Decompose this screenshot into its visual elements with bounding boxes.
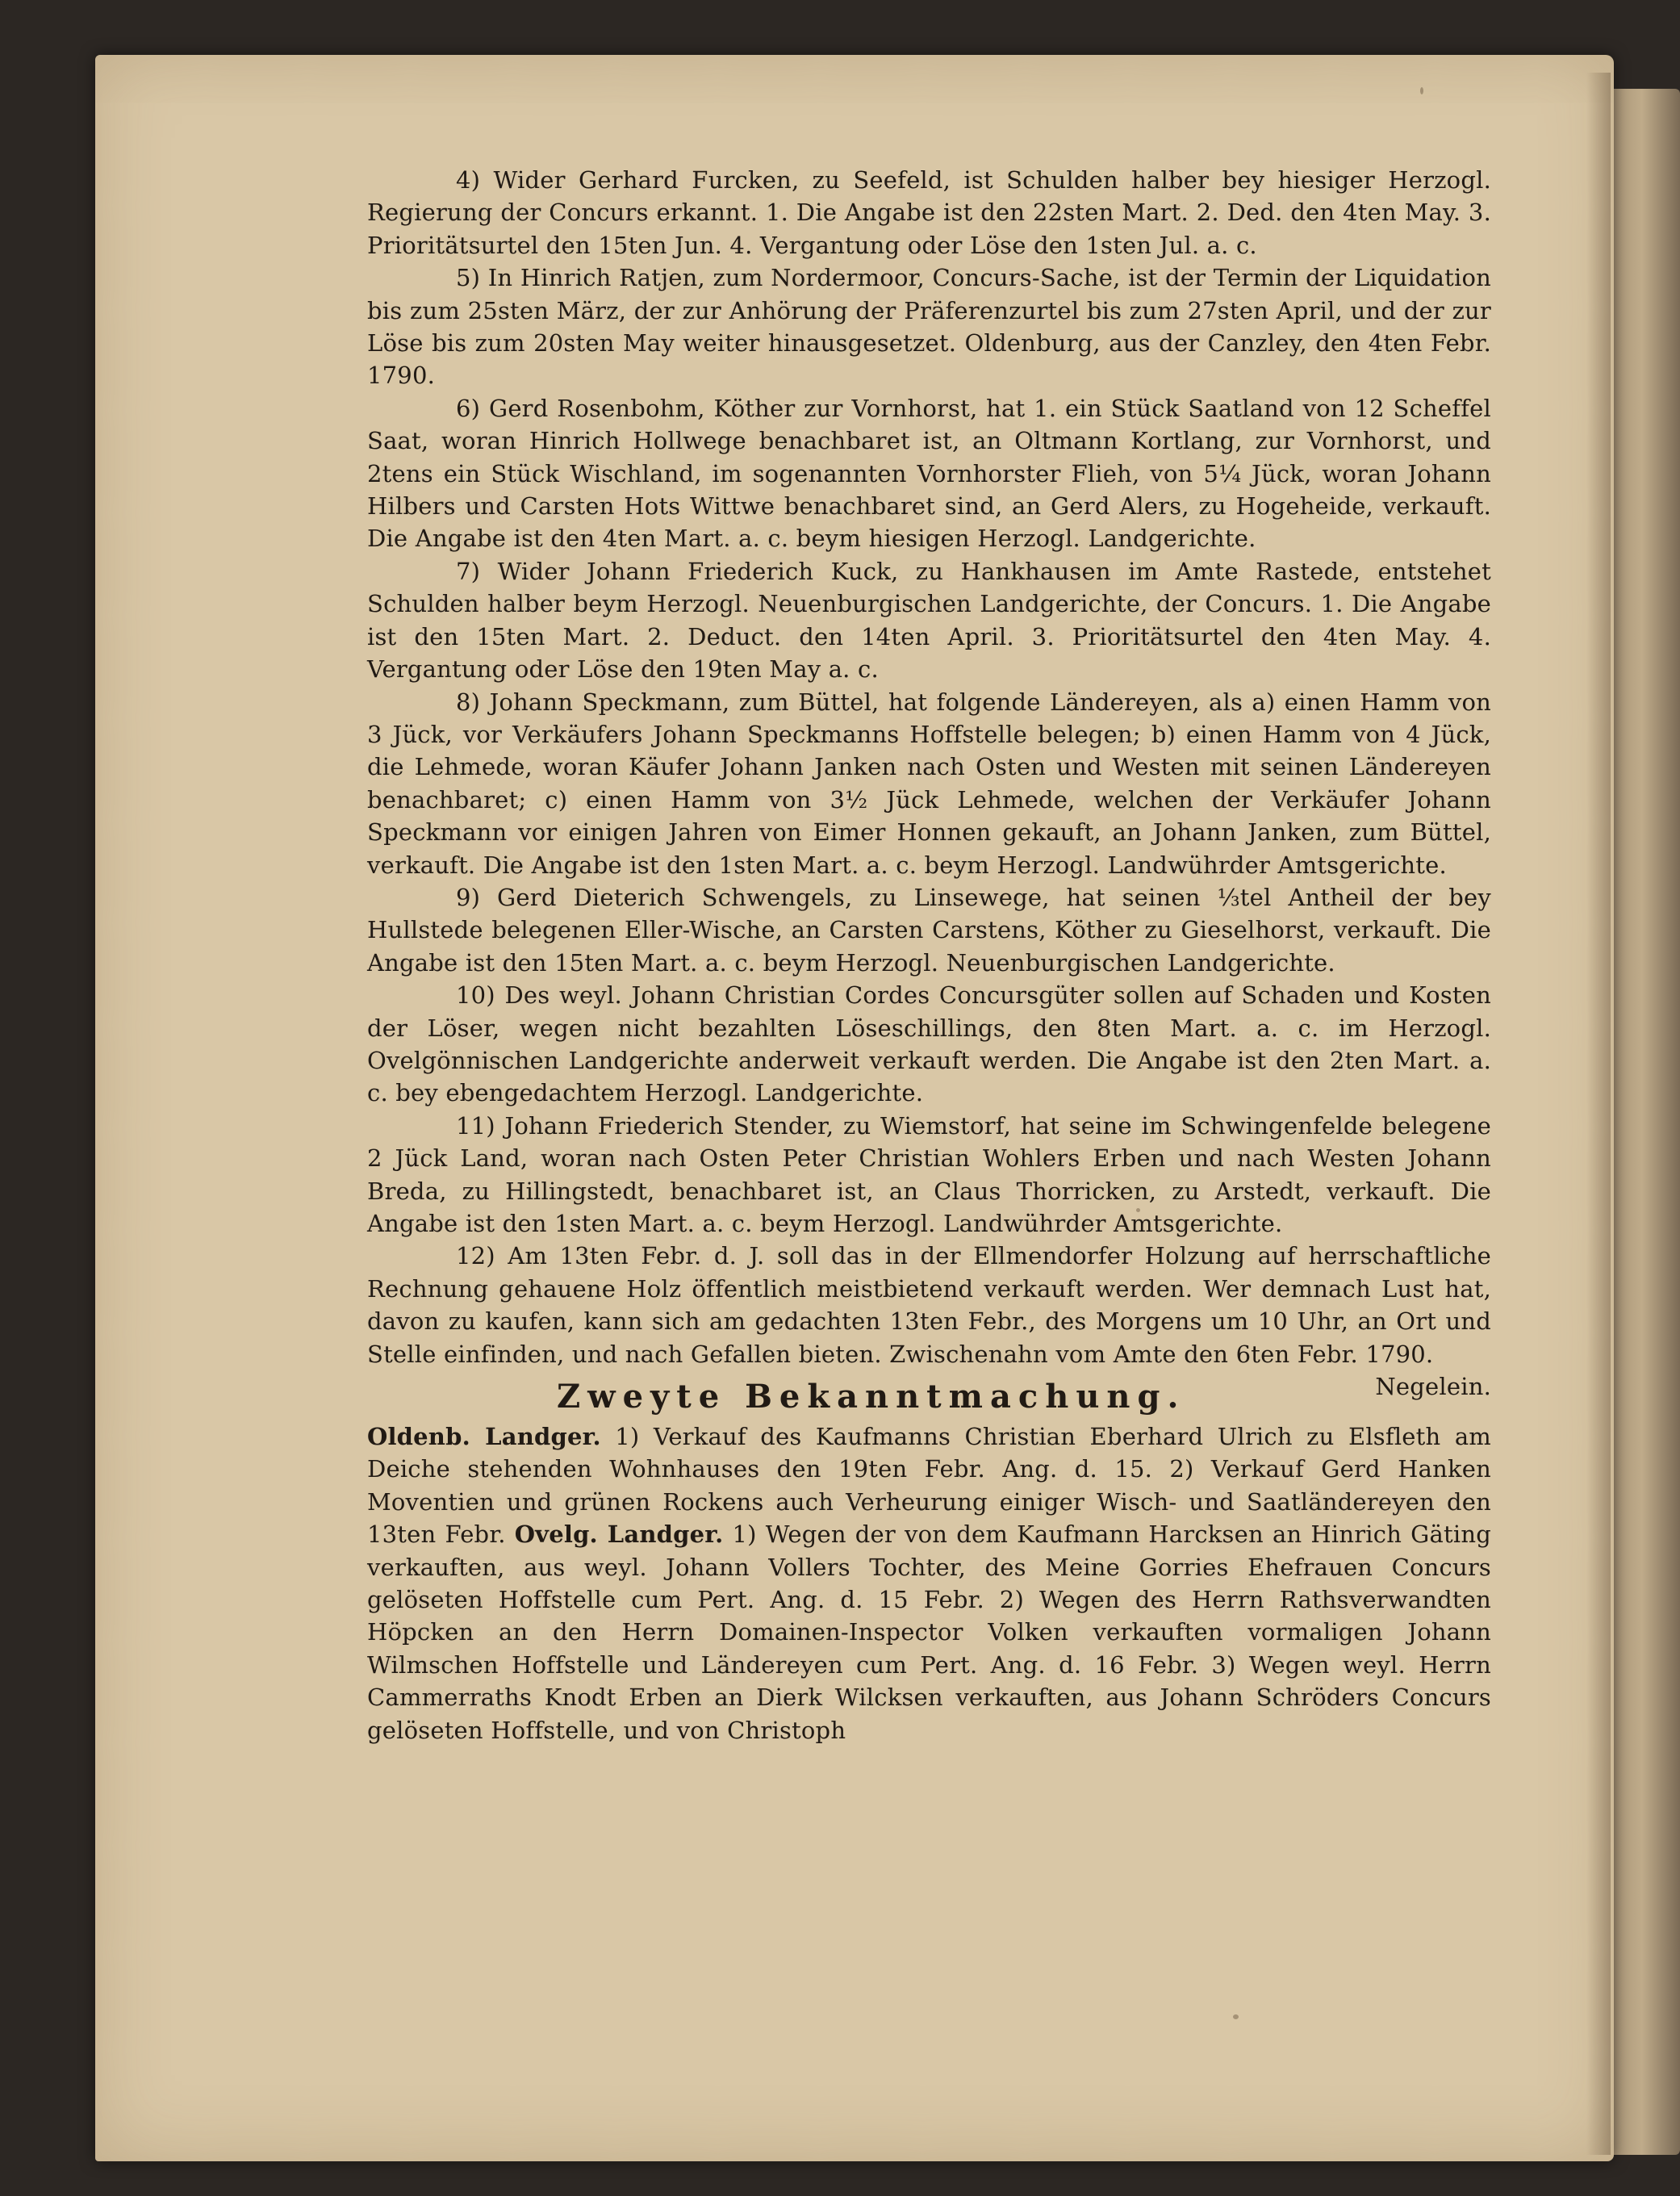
notice-label: 5): [456, 264, 481, 292]
court-name: Ovelg. Landger.: [514, 1520, 724, 1549]
section-heading: Zweyte Bekanntmachung.: [556, 1378, 1186, 1416]
notice-text: Johann Friederich Stender, zu Wiemstorf, hat seine im Schwingenfelde belegene 2 Jück Land, woran nach Osten Peter Christian Wohlers Erben und nach Westen Johann Breda, zu Hillingstedt, benachbaret ist, an Claus Thorricken, zu Arstedt, verkauft. Die Angabe ist den 1sten Mart. a. c. beym Herzogl. Landwührder Amtsgerichte.: [367, 1111, 1491, 1237]
next-page-edge: [1611, 89, 1680, 2155]
notice-label: 4): [456, 166, 481, 194]
page-text: [367, 164, 1491, 1972]
notice-4: [367, 164, 1491, 261]
notice-text: Gerd Rosenbohm, Köther zur Vornhorst, hat 1. ein Stück Saatland von 12 Scheffel Saat, woran Hinrich Hollwege benachbaret ist, an Oltmann Kortlang, zur Vornhorst, und 2tens ein Stück Wischland, im sogenannten Vornhorster Flieh, von 5¼ Jück, woran Johann Hilbers und Carsten Hots Wittwe benachbaret sind, an Gerd Alers, zu Hogeheide, verkauft. Die Angabe ist den 4ten Mart. a. c. beym hiesigen Herzogl. Landgerichte.: [367, 394, 1491, 553]
notice-11: [367, 1110, 1491, 1240]
notice-label: 7): [456, 557, 481, 585]
notice-text: Des weyl. Johann Christian Cordes Concursgüter sollen auf Schaden und Kosten der Löser, wegen nicht bezahlten Löseschillings, den 8ten Mart. a. c. im Herzogl. Ovelgönnischen Landgerichte anderweit verkauft werden. Die Angabe ist den 2ten Mart. a. c. bey ebengedachtem Herzogl. Landgerichte.: [367, 981, 1491, 1107]
page-fold-shadow: [1586, 73, 1611, 2155]
signature: Negelein.: [1375, 1373, 1491, 1401]
notice-label: 12): [456, 1242, 495, 1270]
notice-label: 11): [456, 1111, 495, 1140]
notice-text: Wider Johann Friederich Kuck, zu Hankhausen im Amte Rastede, entstehet Schulden halber beym Herzogl. Neuenburgischen Landgerichte, der Concurs. 1. Die Angabe ist den 15ten Mart. 2. Deduct. den 14ten April. 3. Prioritätsurtel den 4ten May. 4. Vergantung oder Löse den 19ten May a. c.: [367, 557, 1491, 684]
notice-text: Am 13ten Febr. d. J. soll das in der Ellmendorfer Holzung auf herrschaftliche Rechnung gehauene Holz öffentlich meistbietend verkauft werden. Wer demnach Lust hat, davon zu kaufen, kann sich am gedachten 13ten Febr., des Morgens um 10 Uhr, an Ort und Stelle einfinden, und nach Gefallen bieten. Zwischenahn vom Amte den 6ten Febr. 1790.: [367, 1242, 1492, 1368]
notice-label: 9): [456, 883, 481, 911]
notice-9: [367, 881, 1491, 979]
notice-6: [367, 392, 1491, 555]
notice-text: Gerd Dieterich Schwengels, zu Linsewege, hat seinen ⅓tel Antheil der bey Hullstede belegenen Eller-Wische, an Carsten Carstens, Köther zu Gieselhorst, verkauft. Die Angabe ist den 15ten Mart. a. c. beym Herzogl. Neuenburgischen Landgerichte.: [367, 883, 1491, 977]
notice-text: Johann Speckmann, zum Büttel, hat folgende Ländereyen, als a) einen Hamm von 3 Jück, vor Verkäufers Johann Speckmanns Hoffstelle belegen; b) einen Hamm von 4 Jück, die Lehmede, woran Käufer Johann Janken nach Osten und Westen mit seinen Ländereyen benachbaret; c) einen Hamm von 3½ Jück Lehmede, welchen der Verkäufer Johann Speckmann vor einigen Jahren von Eimer Honnen gekauft, an Johann Janken, zum Büttel, verkauft. Die Angabe ist den 1sten Mart. a. c. beym Herzogl. Landwührder Amtsgerichte.: [367, 688, 1492, 879]
court-name: Oldenb. Landger.: [367, 1423, 601, 1451]
notice-text: Wider Gerhard Furcken, zu Seefeld, ist Schulden halber bey hiesiger Herzogl. Regierung der Concurs erkannt. 1. Die Angabe ist den 22sten Mart. 2. Ded. den 4ten May. 3. Prioritätsurtel den 15ten Jun. 4. Vergantung oder Löse den 1sten Jul. a. c.: [367, 166, 1492, 259]
notice-label: 6): [456, 394, 481, 422]
notice-text: In Hinrich Ratjen, zum Nordermoor, Concurs-Sache, ist der Termin der Liquidation bis zum 25sten März, der zur Anhörung der Präferenzurtel bis zum 27sten April, und der zur Löse bis zum 20sten May weiter hinausgesetzet. Oldenburg, aus der Canzley, den 4ten Febr. 1790.: [367, 264, 1491, 390]
notice-label: 8): [456, 688, 481, 716]
court-entries: 1) Wegen der von dem Kaufmann Harcksen an Hinrich Gäting verkauften, aus weyl. Johann Vollers Tochter, des Meine Gorries Ehefrauen Concurs gelöseten Hoffstelle cum Pert. Ang. d. 15 Febr. 2) Wegen des Herrn Rathsverwandten Höpcken an den Herrn Domainen-Inspector Volken verkauften vormaligen Johann Wilmschen Hoffstelle und Ländereyen cum Pert. Ang. d. 16 Febr. 3) Wegen weyl. Herrn Cammerraths Knodt Erben an Dierk Wilcksen verkauften, aus Johann Schröders Concurs gelöseten Hoffstelle, und von Christoph: [367, 1520, 1491, 1744]
notice-10: [367, 979, 1491, 1110]
notice-5: [367, 261, 1491, 392]
notice-label: 10): [456, 981, 495, 1010]
second-announcement: [367, 1420, 1491, 1746]
paper-speck: [1420, 87, 1423, 94]
notice-7: [367, 555, 1491, 686]
paper-speck: [1233, 2014, 1239, 2019]
notice-8: [367, 686, 1491, 881]
court-entries: 1) Verkauf des Kaufmanns Christian Eberhard Ulrich zu Elsfleth am Deiche stehenden Wohnhauses den 19ten Febr. Ang. d. 15. 2) Verkauf Gerd Hanken Moventien und grünen Rockens auch Verheurung einiger Wisch- und Saatländereyen den 13ten Febr.: [367, 1423, 1492, 1549]
